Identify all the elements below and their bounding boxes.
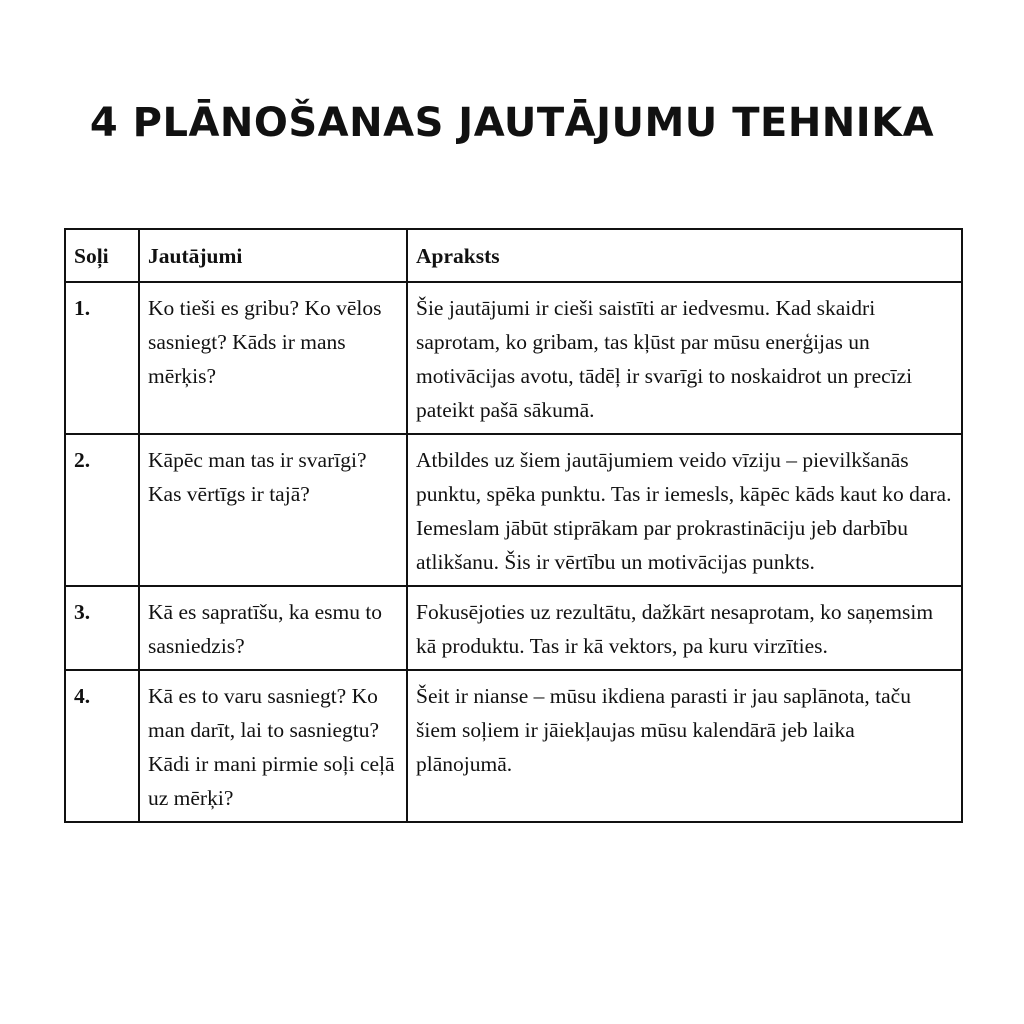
table-row [65,434,962,586]
step-questions: Kā es to varu sasniegt? Ko man darīt, lai to sasniegtu? Kādi ir mani pirmie soļi ceļā uz mērķi? [139,670,407,822]
step-description: Fokusējoties uz rezultātu, dažkārt nesaprotam, ko saņemsim kā produktu. Tas ir kā vektors, pa kuru virzīties. [407,586,962,670]
column-header-description: Apraksts [407,229,962,282]
step-number: 1. [65,282,139,434]
column-header-questions: Jautājumi [139,229,407,282]
table-header-row [65,229,962,282]
step-description: Šeit ir nianse – mūsu ikdiena parasti ir jau saplānota, taču šiem soļiem ir jāiekļaujas mūsu kalendārā jeb laika plānojumā. [407,670,962,822]
step-number: 2. [65,434,139,586]
step-number: 3. [65,586,139,670]
step-description: Atbildes uz šiem jautājumiem veido vīziju – pievilkšanās punktu, spēka punktu. Tas ir iemesls, kāpēc kāds kaut ko dara. Iemeslam jābūt stiprākam par prokrastināciju jeb darbību atlikšanu. Šis ir vērtību un motivācijas punkts. [407,434,962,586]
table-row [65,282,962,434]
step-questions: Ko tieši es gribu? Ko vēlos sasniegt? Kāds ir mans mērķis? [139,282,407,434]
step-description: Šie jautājumi ir cieši saistīti ar iedvesmu. Kad skaidri saprotam, ko gribam, tas kļūst par mūsu enerģijas un motivācijas avotu, tādēļ ir svarīgi to noskaidrot un precīzi pateikt pašā sākumā. [407,282,962,434]
step-number: 4. [65,670,139,822]
page-title: 4 PLĀNOŠANAS JAUTĀJUMU TEHNIKA [89,100,935,146]
table-row [65,586,962,670]
step-questions: Kā es sapratīšu, ka esmu to sasniedzis? [139,586,407,670]
column-header-steps: Soļi [65,229,139,282]
steps-table [64,228,963,823]
table-row [65,670,962,822]
step-questions: Kāpēc man tas ir svarīgi? Kas vērtīgs ir tajā? [139,434,407,586]
